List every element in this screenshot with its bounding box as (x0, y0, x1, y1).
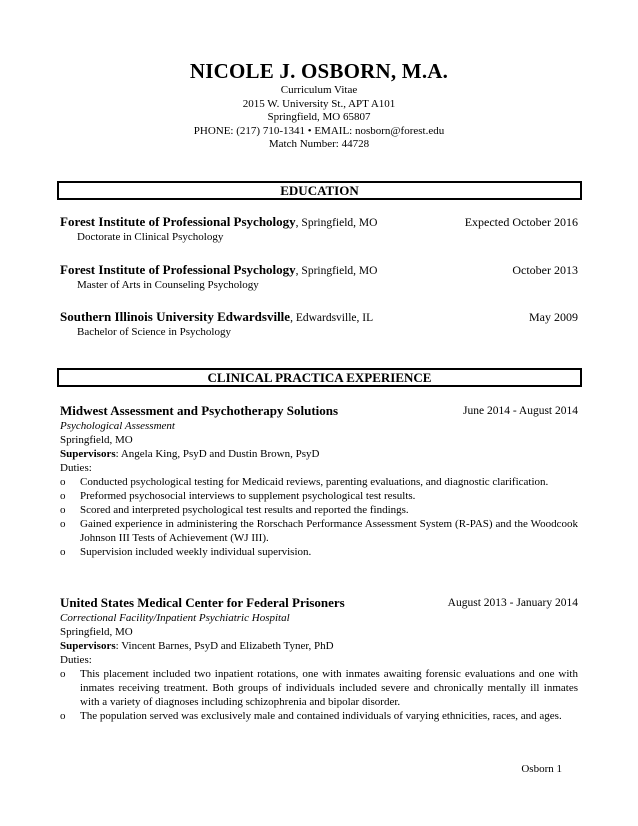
education-date: May 2009 (529, 310, 578, 324)
practicum-date: June 2014 - August 2014 (463, 405, 578, 417)
match-number: Match Number: 44728 (268, 138, 370, 150)
duty-item (60, 475, 578, 489)
education-section-heading: EDUCATION (57, 181, 582, 200)
practicum-entry (60, 403, 578, 559)
organization-name: Midwest Assessment and Psychotherapy Solutions (60, 403, 339, 418)
supervisors-label: Supervisors (60, 448, 116, 460)
bullet-marker: o (60, 518, 66, 530)
degree-name: Doctorate in Clinical Psychology (77, 231, 224, 243)
duty-item (60, 667, 578, 709)
duty-text: Supervision included weekly individual supervision. (80, 546, 312, 558)
duty-item (60, 489, 578, 503)
candidate-name: NICOLE J. OSBORN, M.A. (189, 59, 449, 83)
education-date: October 2013 (512, 263, 578, 277)
duty-text: This placement included two inpatient rotations, one with inmates awaiting forensic evaluations and one with inmates receiving treatment. Both groups of individuals included severe and chronically mentally ill inmates with a variety of diagnoses including schizophrenia and bipolar disorder. (80, 668, 578, 708)
bullet-marker: o (60, 668, 66, 680)
duty-text: The population served was exclusively male and contained individuals of varying ethnicities, races, and ages. (80, 710, 562, 722)
duty-text: Conducted psychological testing for Medicaid reviews, parenting evaluations, and diagnostic clarification. (80, 476, 549, 488)
bullet-marker: o (60, 490, 66, 502)
education-date: Expected October 2016 (464, 215, 578, 229)
practicum-date: August 2013 - January 2014 (447, 597, 578, 609)
supervisors-names: : Vincent Barnes, PsyD and Elizabeth Tyner, PhD (115, 640, 334, 652)
practicum-location: Springfield, MO (60, 434, 133, 446)
supervisors-line (60, 639, 578, 653)
education-entry (60, 309, 578, 339)
duty-item (60, 709, 578, 723)
institution-name: Forest Institute of Professional Psychology (60, 214, 296, 229)
address-line-1: 2015 W. University St., APT A101 (242, 97, 396, 110)
contact-line: PHONE: (217) 710-1341 • EMAIL: nosborn@forest.edu (193, 124, 445, 137)
duty-text: Preformed psychosocial interviews to supplement psychological test results. (80, 490, 416, 502)
institution-name: Forest Institute of Professional Psychology (60, 262, 296, 277)
duties-list (60, 475, 578, 559)
duty-text: Scored and interpreted psychological test results and reported the findings. (80, 504, 409, 516)
bullet-marker: o (60, 710, 66, 722)
practicum-location: Springfield, MO (60, 626, 133, 638)
education-entry (60, 214, 578, 244)
institution-location: , Edwardsville, IL (290, 312, 374, 324)
clinical-section-heading: CLINICAL PRACTICA EXPERIENCE (57, 368, 582, 387)
degree-name: Bachelor of Science in Psychology (77, 326, 231, 338)
duty-text: Gained experience in administering the Rorschach Performance Assessment System (R-PAS) and the Woodcook Johnson III Tests of Achievement (WJ III). (80, 518, 578, 544)
document-type: Curriculum Vitae (280, 84, 358, 96)
page-footer: Osborn 1 (521, 763, 562, 775)
practicum-role: Psychological Assessment (60, 420, 175, 432)
duty-item (60, 545, 578, 559)
duties-label: Duties: (60, 462, 92, 474)
degree-name: Master of Arts in Counseling Psychology (77, 279, 259, 291)
duty-item (60, 503, 578, 517)
institution-name: Southern Illinois University Edwardsville (60, 309, 291, 324)
duty-item (60, 517, 578, 545)
address-line-2: Springfield, MO 65807 (267, 111, 371, 123)
bullet-marker: o (60, 546, 66, 558)
supervisors-label: Supervisors (60, 640, 116, 652)
supervisors-names: : Angela King, PsyD and Dustin Brown, PsyD (115, 448, 320, 460)
supervisors-line (60, 447, 578, 461)
bullet-marker: o (60, 476, 66, 488)
cv-header (0, 58, 638, 152)
practicum-role: Correctional Facility/Inpatient Psychiatric Hospital (60, 612, 290, 624)
duties-list (60, 667, 578, 723)
institution-location: , Springfield, MO (295, 217, 378, 229)
education-entry (60, 262, 578, 292)
bullet-marker: o (60, 504, 66, 516)
institution-location: , Springfield, MO (295, 265, 378, 277)
organization-name: United States Medical Center for Federal Prisoners (60, 595, 345, 610)
practicum-entry (60, 595, 578, 723)
duties-label: Duties: (60, 654, 92, 666)
